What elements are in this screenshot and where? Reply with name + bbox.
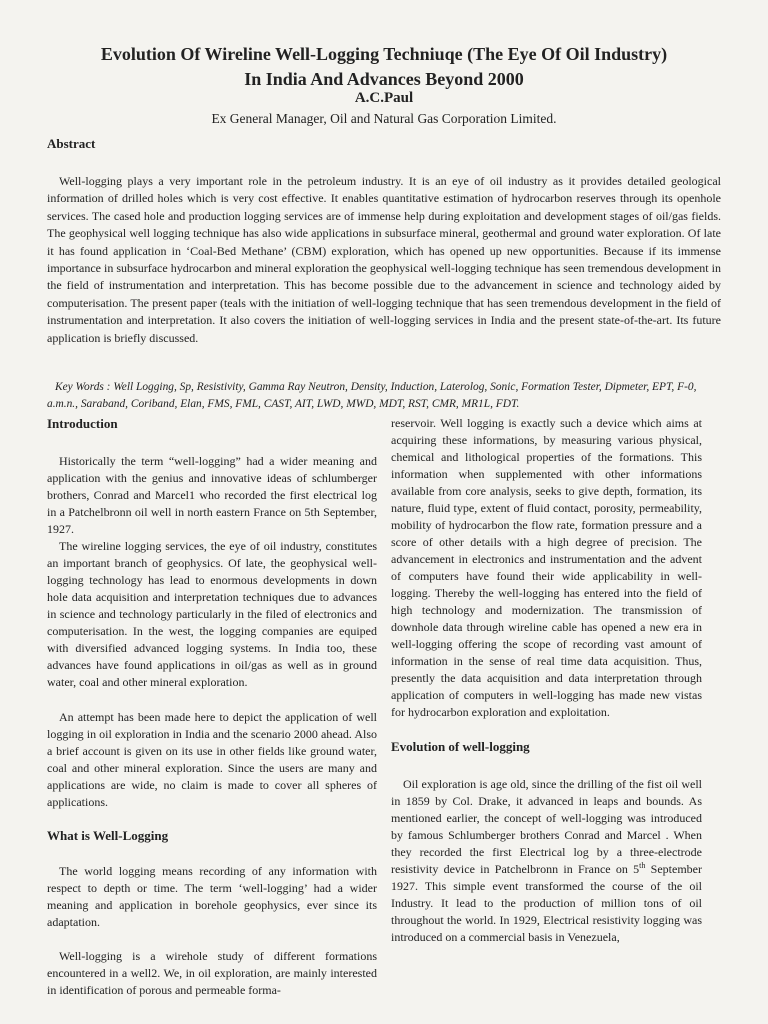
author-affiliation: Ex General Manager, Oil and Natural Gas Corporation Limited. — [211, 111, 557, 126]
paper-title — [0, 42, 768, 92]
what-is-well-logging-heading: What is Well-Logging — [47, 828, 169, 843]
what-is-paragraph-1: The world logging means recording of any information with respect to depth or time. The term ‘well-logging’ had a wider meaning and application in borehole geophysics, ever since its adaptation. — [47, 864, 377, 929]
paper-title-line-1: Evolution Of Wireline Well-Logging Techniuqe (The Eye Of Oil Industry) — [100, 44, 668, 64]
paper-title-line-2: In India And Advances Beyond 2000 — [244, 69, 524, 89]
continued-paragraph: reservoir. Well logging is exactly such a device which aims at acquiring these informations, by measuring various physical, chemical and lithological properties of the formations. This information when supplemented with other informations available from core analysis, seeks to give depth, formation, its nature, fluid type, extent of fluid contact, porosity, permeability, mobility of hydrocarbon the flow rate, formation pressure and a score of other details with a high degree of precision. The advancement in electronics and instrumentation and the advent of computers have found their wide applicability in well-logging. Thereby the well-logging has entered into the field of high technology and modernization. The transmission of downhole data through wireline cable has opened a new era in well-logging offering the scope of recording vast amount of information in the sense of real time data acquisition. Thus, presently the data acquisition and data interpretation through application of computers in well-logging has made new vistas for hydrocarbon exploration and exploitation. — [391, 416, 702, 719]
abstract-heading: Abstract — [47, 136, 96, 151]
introduction-heading: Introduction — [47, 416, 118, 431]
introduction-paragraph-1: Historically the term “well-logging” had a wider meaning and application with the genius and innovative ideas of schlumberger brothers, Conrad and Marcel1 who recorded the first electrical log in a Patchelbronn oil well in north eastern France on 5th September, 1927. — [47, 454, 377, 536]
ordinal-suffix: th — [639, 861, 646, 870]
right-column — [391, 415, 702, 946]
introduction-paragraph-2: The wireline logging services, the eye of oil industry, constitutes an important branch of geophysics. Of late, the geophysical well-logging technology has lead to enormous developments in down hole data acquisition and interpretation techniques due to advances in science and technology particularly in the filed of electronics and computerisation. In the west, the logging companies are equiped with diversified advanced logging systems. In India too, these advances have found applications in oil/gas as well as in ground water, coal and other mineral exploration. — [47, 539, 377, 689]
introduction-paragraph-3: An attempt has been made here to depict the application of well logging in oil exploration in India and the scenario 2000 ahead. Also a brief account is given on its use in other fields like ground water, coal and other mineral exploration. Since the users are many and applications are wide, no claim is made to cover all spheres of applications. — [47, 710, 377, 809]
evolution-heading: Evolution of well-logging — [391, 739, 530, 754]
evolution-text-part-2: September 1927. This simple event transformed the course of the oil Industry. It lead to the production of million tons of oil throughout the world. In 1929, Electrical resistivity logging was introduced on a commercial basis in Venezuela, — [391, 862, 702, 944]
author-name: A.C.Paul — [354, 90, 414, 106]
evolution-text-part-1: Oil exploration is age old, since the drilling of the fist oil well in 1859 by Col. Drake, it advanced in leaps and bounds. As mentioned earlier, the concept of well-logging was introduced by famous Schlumberger brothers Conrad and Marcel . When they recorded the first Electrical log by a three-electrode resistivity device in Patchelbronn in France on 5 — [391, 777, 702, 876]
evolution-paragraph-1 — [391, 776, 702, 946]
keywords: Key Words : Well Logging, Sp, Resistivity, Gamma Ray Neutron, Density, Induction, Laterolog, Sonic, Formation Tester, Dipmeter, EPT, F-0, a.m.n., Saraband, Coriband, Elan, FMS, FML, CAST, AIT, LWD, MWD, MDT, RST, CMR, MR1L, FDT. — [47, 381, 697, 410]
abstract-text: Well-logging plays a very important role in the petroleum industry. It is an eye of oil industry as it provides detailed geological information of drilled holes which is very cost effective. It enables quantitative estimation of hydrocarbon reserves through its openhole services. The cased hole and production logging services are of immense help during exploitation and development stages of oil/gas fields. The geophysical well logging technique has also wide applications in subsurface mineral, geothermal and ground water exploration. Of late it has found application in ‘Coal-Bed Methane’ (CBM) exploration, which has opened up new opportunities. Because if its immense importance in subsurface hydrocarbon and mineral exploration the geophysical well-logging technique has seen tremendous development in the field of instrumentation and interpretation. This has become possible due to the advancement in science and technology aided by computerisation. The present paper (teals with the initiation of well-logging technique that has seen tremendous development in the field of instrumentation and interpretation. It also covers the initiation of well-logging services in India and the present state-of-the-art. Its future application is briefly discussed. — [47, 174, 721, 345]
left-column — [47, 415, 377, 999]
what-is-paragraph-2: Well-logging is a wirehole study of different formations encountered in a well2. We, in oil exploration, are mainly interested in identification of porous and permeable forma- — [47, 949, 377, 997]
